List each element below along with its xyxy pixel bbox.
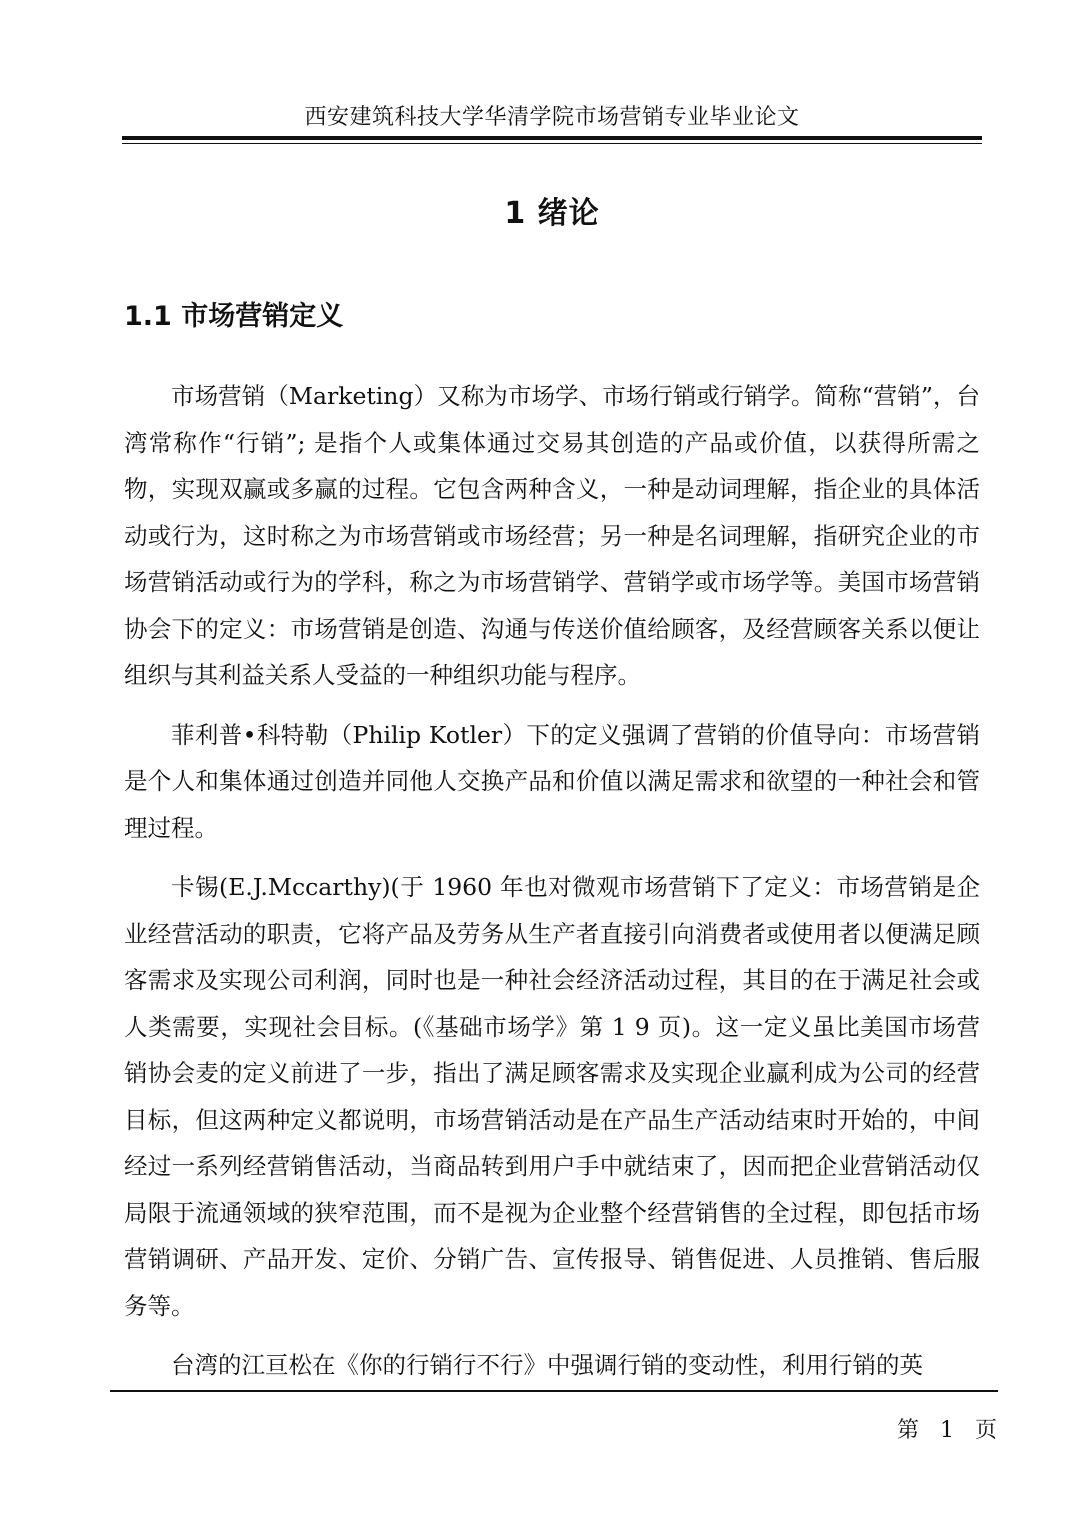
header-divider-thick — [122, 136, 982, 140]
paragraph-jiang-gensong: 台湾的江亘松在《你的行销行不行》中强调行销的变动性，利用行销的英 — [171, 1351, 923, 1379]
footer-divider — [110, 1390, 998, 1392]
page-number: 第 1 页 — [897, 1418, 997, 1443]
chapter-title: 1 绪论 — [504, 196, 600, 231]
header-divider-thin — [122, 143, 982, 144]
paragraph-marketing-definition: 市场营销（Marketing）又称为市场学、市场行销或行销学。简称“营销”，台湾常称作“行销”; 是指个人或集体通过交易其创造的产品或价值，以获得所需之物，实现双赢或多赢的过程。它包含两种含义，一种是动词理解，指企业的具体活动或行为，这时称之为市场营销或市场经营；另一种是名词理解，指研究企业的市场营销活动或行为的学科，称之为市场营销学、营销学或市场学等。美国市场营销协会下的定义：市场营销是创造、沟通与传送价值给顾客，及经营顾客关系以便让组织与其利益关系人受益的一种组织功能与程序。 — [124, 382, 980, 689]
paragraph-mccarthy-definition: 卡锡(E.J.Mccarthy)(于 1960 年也对微观市场营销下了定义：市场营销是企业经营活动的职责，它将产品及劳务从生产者直接引向消费者或使用者以便满足顾客需求及实现公司利润，同时也是一种社会经济活动过程，其目的在于满足社会或人类需要，实现社会目标。(《基础市场学》第 1 9 页)。这一定义虽比美国市场营销协会麦的定义前进了一步，指出了满足顾客需求及实现企业赢利成为公司的经营目标，但这两种定义都说明，市场营销活动是在产品生产活动结束时开始的，中间经过一系列经营销售活动，当商品转到用户手中就结束了，因而把企业营销活动仅局限于流通领域的狭窄范围，而不是视为企业整个经营销售的全过程，即包括市场营销调研、产品开发、定价、分销广告、宣传报导、销售促进、人员推销、售后服务等。 — [124, 873, 980, 1320]
section-title: 1.1 市场营销定义 — [124, 301, 344, 332]
paragraph-kotler-definition: 菲利普•科特勒（Philip Kotler）下的定义强调了营销的价值导向：市场营销是个人和集体通过创造并同他人交换产品和价值以满足需求和欲望的一种社会和管理过程。 — [124, 720, 980, 842]
body-text — [124, 373, 980, 1402]
page-header-title: 西安建筑科技大学华清学院市场营销专业毕业论文 — [304, 105, 800, 130]
